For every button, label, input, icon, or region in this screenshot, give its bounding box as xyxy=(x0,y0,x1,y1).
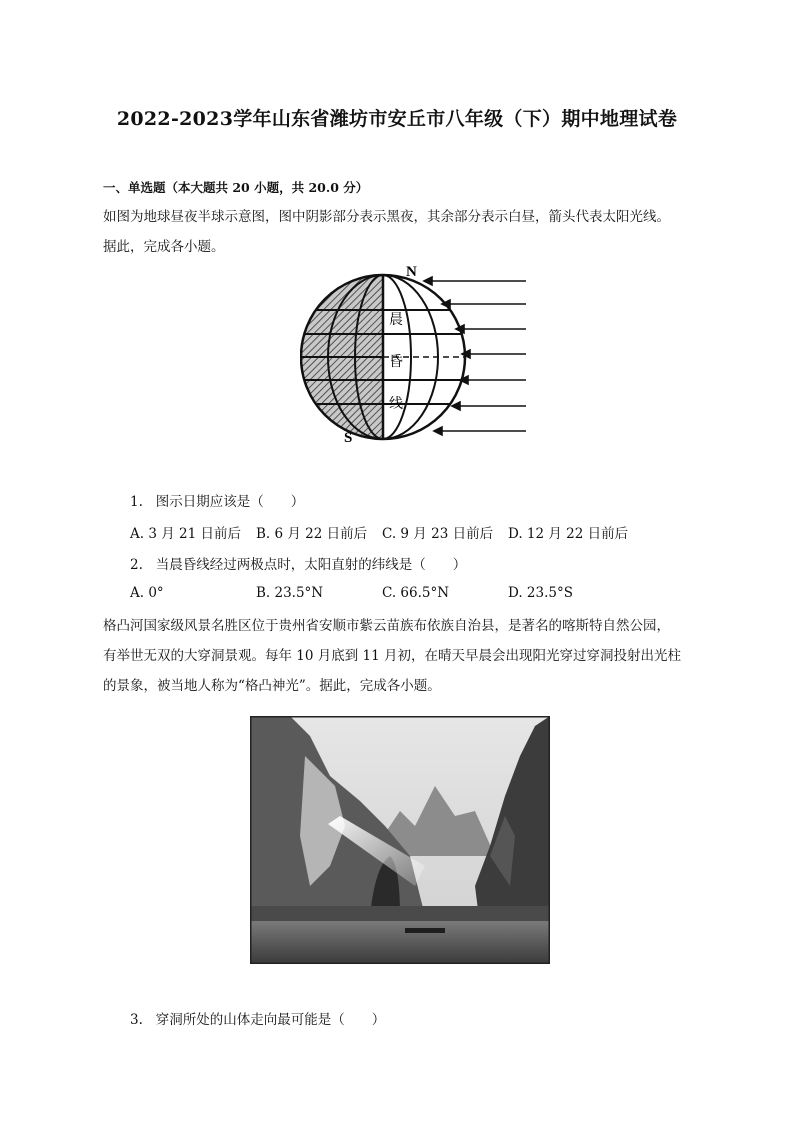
q1-option-b[interactable]: B. 6 月 22 日前后 xyxy=(256,526,368,542)
intro-paragraph-1 xyxy=(103,202,703,262)
terminator-char-2: 昏 xyxy=(389,355,403,370)
getu-cave-photo xyxy=(250,716,550,964)
river-water xyxy=(250,921,550,964)
question-3 xyxy=(130,1008,385,1028)
section-heading: 一、单选题（本大题共 20 小题，共 20.0 分） xyxy=(103,180,369,195)
q2-option-d[interactable]: D. 23.5°S xyxy=(508,585,573,601)
intro1-line1: 如图为地球昼夜半球示意图，图中阴影部分表示黑夜，其余部分表示白昼，箭头代表太阳光线。 xyxy=(103,209,670,225)
question-3-number: 3. xyxy=(130,1012,143,1028)
terminator-char-3: 线 xyxy=(389,397,403,412)
intro2-line2: 有举世无双的大穿洞景观。每年 10 月底到 11 月初，在晴天早晨会出现阳光穿过穿洞投射出光柱 xyxy=(103,648,682,664)
north-pole-label: N xyxy=(406,264,417,280)
q2-option-b[interactable]: B. 23.5°N xyxy=(256,585,324,601)
question-2 xyxy=(130,553,466,573)
q1-option-c[interactable]: C. 9 月 23 日前后 xyxy=(382,526,494,542)
page-title: 2022-2023学年山东省潍坊市安丘市八年级（下）期中地理试卷 xyxy=(116,108,678,130)
intro2-line1: 格凸河国家级风景名胜区位于贵州省安顺市紫云苗族布依族自治县，是著名的喀斯特自然公园， xyxy=(103,618,670,634)
question-1-text: 图示日期应该是（ ） xyxy=(155,494,305,510)
south-pole-label: S xyxy=(344,430,353,446)
q1-option-d[interactable]: D. 12 月 22 日前后 xyxy=(508,526,629,542)
question-3-text: 穿洞所处的山体走向最可能是（ ） xyxy=(155,1012,386,1028)
globe-day-night-figure xyxy=(300,262,535,452)
question-1 xyxy=(130,490,304,510)
q2-option-a[interactable]: A. 0° xyxy=(130,585,164,601)
intro-paragraph-2 xyxy=(103,611,723,701)
intro1-line2: 据此，完成各小题。 xyxy=(103,239,225,255)
q1-option-a[interactable]: A. 3 月 21 日前后 xyxy=(130,526,241,542)
question-2-text: 当晨昏线经过两极点时，太阳直射的纬线是（ ） xyxy=(155,557,467,573)
question-2-number: 2. xyxy=(130,557,143,573)
q2-option-c[interactable]: C. 66.5°N xyxy=(382,585,450,601)
intro2-line3: 的景象，被当地人称为“格凸神光”。据此，完成各小题。 xyxy=(103,678,441,694)
question-1-number: 1. xyxy=(130,494,143,510)
terminator-char-1: 晨 xyxy=(389,313,403,328)
